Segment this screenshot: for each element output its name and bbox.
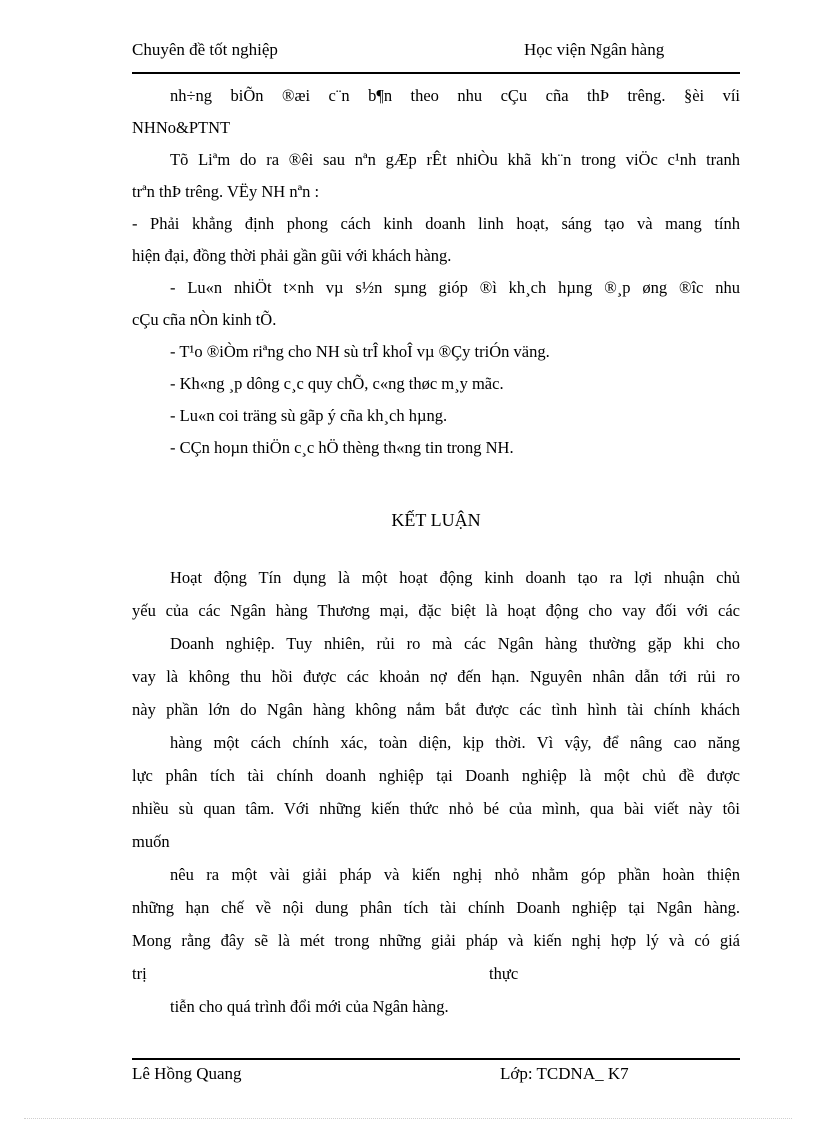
conclusion-line: tiễn cho quá trình đổi mới của Ngân hàng. bbox=[170, 997, 449, 1016]
bullet-line: - Phải khẳng định phong cách kinh doanh linh hoạt, sáng tạo và mang tính bbox=[132, 214, 740, 233]
conclusion-line: Hoạt động Tín dụng là một hoạt động kinh doanh tạo ra lợi nhuận chủ bbox=[170, 568, 740, 587]
conclusion-line: Doanh nghiệp. Tuy nhiên, rủi ro mà các Ngân hàng thường gặp khi cho bbox=[170, 634, 740, 653]
conclusion-line: nhiều sù quan tâm. Với những kiến thức nhỏ bé của mình, qua bài viết này tôi bbox=[132, 799, 740, 818]
conclusion-line: vay là không thu hồi được các khoản nợ đến hạn. Nguyên nhân dẫn tới rủi ro bbox=[132, 667, 740, 686]
bullet-line: - T¹o ®iÒm riªng cho NH sù trÎ khoÎ vµ ®Çy triÓn väng. bbox=[170, 342, 550, 361]
body-line: hiện đại, đồng thời phải gần gũi với khách hàng. bbox=[132, 246, 452, 265]
conclusion-heading: KẾT LUẬN bbox=[391, 510, 481, 530]
conclusion-line: lực phân tích tài chính doanh nghiệp tại Doanh nghiệp là một chủ đề được bbox=[132, 766, 740, 785]
header-document-type: Chuyên đề tốt nghiệp bbox=[132, 40, 278, 59]
header-rule bbox=[132, 72, 740, 74]
body-line: trªn thÞ trêng. VËy NH nªn : bbox=[132, 182, 320, 201]
conclusion-line: này phần lớn do Ngân hàng không nắm bắt được các tình hình tài chính khách bbox=[132, 700, 740, 719]
conclusion-line: nêu ra một vài giải pháp và kiến nghị nhỏ nhằm góp phần hoàn thiện bbox=[170, 865, 740, 884]
conclusion-line: muốn bbox=[132, 832, 170, 851]
body-line: Tõ Liªm do ra ®êi sau nªn gÆp rÊt nhiÒu khã kh¨n trong viÖc c¹nh tranh bbox=[170, 150, 740, 169]
body-line: cÇu cña nÒn kinh tÕ. bbox=[132, 310, 277, 329]
body-line: NHNo&PTNT bbox=[132, 118, 231, 137]
conclusion-line: hàng một cách chính xác, toàn diện, kịp thời. Vì vậy, để nâng cao năng bbox=[170, 733, 740, 752]
footer-class: Lớp: TCDNA_ K7 bbox=[500, 1064, 629, 1083]
footer-author: Lê Hồng Quang bbox=[132, 1064, 242, 1083]
bullet-line: - Kh«ng ¸p dông c¸c quy chÕ, c«ng thøc m¸y mãc. bbox=[170, 374, 504, 393]
footer-rule bbox=[132, 1058, 740, 1060]
body-line: nh÷ng biÕn ®æi c¨n b¶n theo nhu cÇu cña thÞ trêng. §èi víi bbox=[170, 86, 740, 105]
bullet-line: - Lu«n coi träng sù gãp ý cña kh¸ch hµng. bbox=[170, 406, 448, 425]
bullet-line: - CÇn hoµn thiÖn c¸c hÖ thèng th«ng tin trong NH. bbox=[170, 438, 514, 457]
header-institution: Học viện Ngân hàng bbox=[524, 40, 665, 59]
conclusion-line: trị thực bbox=[132, 964, 519, 983]
conclusion-line: Mong rằng đây sẽ là mét trong những giải pháp và kiến nghị hợp lý và có giá bbox=[132, 931, 740, 950]
conclusion-line: những hạn chế về nội dung phân tích tài chính Doanh nghiệp tại Ngân hàng. bbox=[132, 898, 740, 917]
conclusion-line: yếu của các Ngân hàng Thương mại, đặc biệt là hoạt động cho vay đối với các bbox=[132, 601, 740, 620]
page-edge-dotted-line bbox=[24, 1118, 792, 1119]
bullet-line: - Lu«n nhiÖt t×nh vµ s½n sµng gióp ®ì kh¸ch hµng ®¸p øng ®îc nhu bbox=[170, 278, 740, 297]
page-header bbox=[132, 40, 740, 72]
